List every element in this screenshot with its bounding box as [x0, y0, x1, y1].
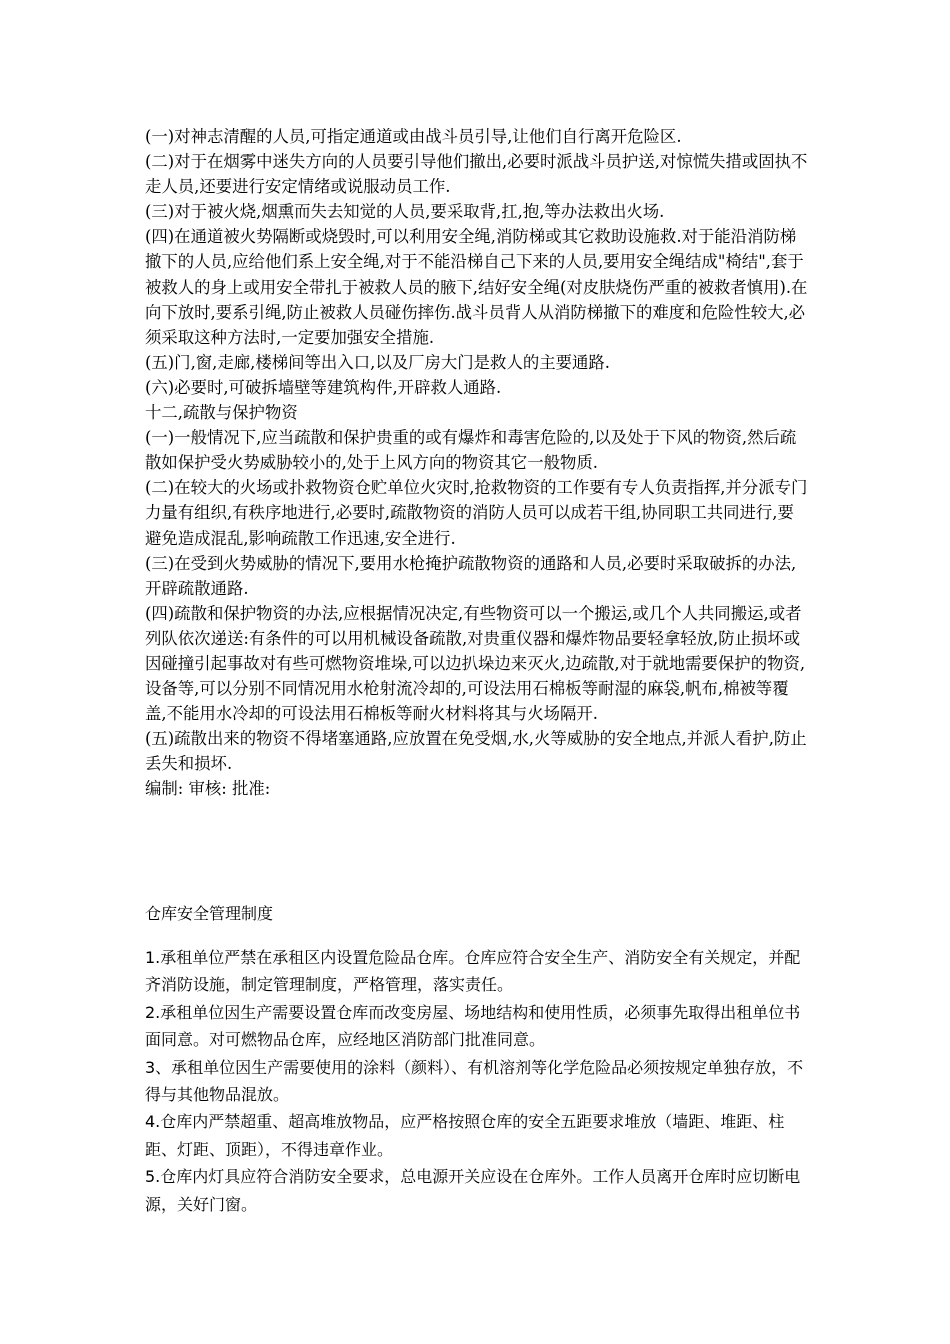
paragraph: (一)对神志清醒的人员,可指定通道或由战斗员引导,让他们自行离开危险区.	[145, 127, 682, 146]
signature-line: 编制: 审核: 批准:	[145, 779, 271, 799]
paragraph: (二)在较大的火场或扑救物资仓贮单位火灾时,抢救物资的工作要有专人负责指挥,并分派专门力量有组织,有秩序地进行,必要时,疏散物资的消防人员可以成若干组,协同职工共同进行,要避免造成混乱,影响疏散工作迅速,安全进行.	[145, 478, 808, 548]
paragraph: (三)对于被火烧,烟熏而失去知觉的人员,要采取背,扛,抱,等办法救出火场.	[145, 202, 665, 222]
paragraph: (一)一般情况下,应当疏散和保护贵重的或有爆炸和毒害危险的,以及处于下风的物资,然后疏散如保护受火势威胁较小的,处于上风方向的物资其它一般物质.	[145, 428, 797, 473]
fire-rescue-section	[145, 124, 810, 802]
rule-item: 2.承租单位因生产需要设置仓库而改变房屋、场地结构和使用性质，必须事先取得出租单位书面同意。对可燃物品仓库，应经地区消防部门批准同意。	[145, 1002, 801, 1050]
rule-item: 4.仓库内严禁超重、超高堆放物品，应严格按照仓库的安全五距要求堆放（墙距、堆距、柱距、灯距、顶距），不得违章作业。	[145, 1112, 785, 1159]
paragraph: (二)对于在烟雾中迷失方向的人员要引导他们撤出,必要时派战斗员护送,对惊慌失措或固执不走人员,还要进行安定情绪或说服动员工作.	[145, 152, 808, 197]
rule-item: 1.承租单位严禁在承租区内设置危险品仓库。仓库应符合安全生产、消防安全有关规定，并配齐消防设施，制定管理制度，严格管理，落实责任。	[145, 948, 801, 995]
paragraph: (五)疏散出来的物资不得堵塞通路,应放置在免受烟,水,火等威胁的安全地点,并派人看护,防止丢失和损坏.	[145, 729, 807, 774]
rule-item: 5.仓库内灯具应符合消防安全要求，总电源开关应设在仓库外。工作人员离开仓库时应切断电源，关好门窗。	[145, 1167, 801, 1214]
document-title: 仓库安全管理制度	[145, 904, 274, 923]
paragraph: (三)在受到火势威胁的情况下,要用水枪掩护疏散物资的通路和人员,必要时采取破拆的办法,开辟疏散通路.	[145, 553, 797, 598]
paragraph: (四)疏散和保护物资的办法,应根据情况决定,有些物资可以一个搬运,或几个人共同搬运,或者列队依次递送:有条件的可以用机械设备疏散,对贵重仪器和爆炸物品要轻拿轻放,防止损坏或因碰撞引起事故对有些可燃物资堆垛,可以边扒垛边来灭火,边疏散,对于就地需要保护的物资,设备等,可以分别不同情况用水枪射流冷却的,可设法用石棉板等耐湿的麻袋,帆布,棉被等覆盖,不能用水冷却的可设法用石棉板等耐火材料将其与火场隔开.	[145, 603, 806, 724]
paragraph: (六)必要时,可破拆墙壁等建筑构件,开辟救人通路.	[145, 377, 502, 397]
rule-item: 3、承租单位因生产需要使用的涂料（颜料）、有机溶剂等化学危险品必须按规定单独存放，不得与其他物品混放。	[145, 1057, 804, 1105]
section-heading: 十二,疏散与保护物资	[145, 403, 298, 423]
paragraph: (四)在通道被火势隔断或烧毁时,可以利用安全绳,消防梯或其它救助设施救.对于能沿消防梯撤下的人员,应给他们系上安全绳,对于不能沿梯自己下来的人员,要用安全绳结成"椅结",套于被救人的身上或用安全带扎于被救人员的腋下,结好安全绳(对皮肤烧伤严重的被救者慎用).在向下放时,要系引绳,防止被救人员碰伤摔伤.战斗员背人从消防梯撤下的难度和危险性较大,必须采取这种方法时,一定要加强安全措施.	[145, 227, 808, 347]
paragraph: (五)门,窗,走廊,楼梯间等出入口,以及厂房大门是救人的主要通路.	[145, 352, 610, 372]
warehouse-safety-section	[145, 944, 810, 1218]
